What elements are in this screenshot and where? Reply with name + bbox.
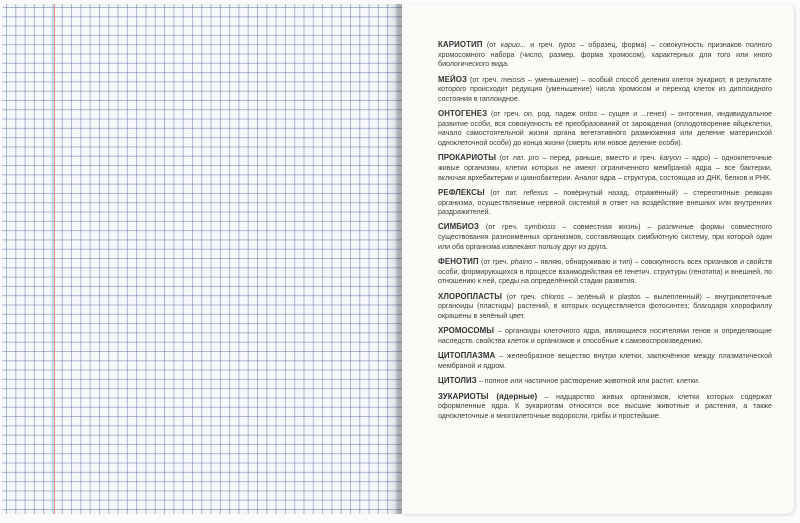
entry-term: МЕЙОЗ — [438, 74, 468, 84]
entry-term: РЕФЛЕКСЫ — [438, 187, 485, 197]
glossary-entry: ПРОКАРИОТЫ (от лат. pro – перед, раньше, вместо и греч. karyon – ядро) – одноклеточные живые организмы, клетки которых не имеют ограниченного мембраной ядра – все бактерии, включая архебактерии и цианобактерии. Аналог ядра – структура, состоящая из ДНК, белков и РНК. — [438, 153, 772, 182]
glossary-entry: ФЕНОТИП (от греч. phaino – являю, обнаруживаю и тип) – совокупность всех признаков и свойств особи, формирующихся в процессе взаимодействия её генетич. структуры (генотипа) и внешней, по отношению к ней, среды на определённой стадии развития. — [438, 257, 772, 286]
entry-term: ХЛОРОПЛАСТЫ — [438, 291, 503, 301]
glossary-entries — [438, 40, 772, 426]
graph-paper-page — [2, 4, 402, 514]
margin-line — [54, 4, 55, 514]
glossary-entry: СИМБИОЗ (от греч. symbiosis – совместная жизнь) – различные формы совместного существования разноимённых организмов, составляющих симбиотную систему, при которой один или оба организма извлекают пользу друг из друга. — [438, 222, 772, 251]
glossary-entry: РЕФЛЕКСЫ (от лат. reflexus – повёрнутый назад, отражённый) – стереотипные реакции организма, осуществляемые нервной системой в ответ на воздействие внешних или внутренних раздражителей. — [438, 187, 772, 217]
glossary-page — [402, 4, 794, 514]
entry-term: ЦИТОПЛАЗМА — [438, 351, 496, 361]
entry-term: ЗУКАРИОТЫ (ядерные) — [438, 391, 538, 401]
entry-term: ФЕНОТИП — [438, 257, 479, 267]
entry-term: СИМБИОЗ — [438, 222, 480, 232]
glossary-entry: ХРОМОСОМЫ – органоиды клеточного ядра, являющиеся носителями генов и определяющие наследств. свойства клеток и организмов и способные к самовоспроизведению. — [438, 326, 772, 345]
entry-term: КАРИОТИП — [438, 40, 483, 49]
glossary-entry: ОНТОГЕНЕЗ (от греч. on, род. падеж ontos – сущее и ...генез) – онтогения, индивидуальное развитие особи, вся совокупность её преобразований от зарождения (оплодотворение яйцеклетки, начало самостоятельной жизни органа вегетативного размножения или деление материнской одноклеточной особи) до конца жизни (смерть или новое деление особи). — [438, 109, 772, 147]
entry-term: ОНТОГЕНЕЗ — [438, 109, 488, 119]
glossary-entry: КАРИОТИП (от карио... и греч. typos – образец, форма) – совокупность признаков полного хромосомного набора (число, размер, форма хромосом), характерных для того или иного биологического вида. — [438, 40, 772, 69]
glossary-entry: ХЛОРОПЛАСТЫ (от греч. chloros – зелёный и plastos – вылепленный) – внутриклеточные органоиды (пластиды) растений, в которых осуществляется фотосинтез; благодаря хлорофиллу окрашены в зелёный цвет. — [438, 291, 772, 320]
entry-term: ПРОКАРИОТЫ — [438, 153, 497, 163]
glossary-entry: ЦИТОПЛАЗМА – желеобразное вещество внутри клетки, заключённое между плазматической мембраной и ядром. — [438, 351, 772, 370]
glossary-entry: ЦИТОЛИЗ – полное или частичное растворение животной или растит. клетки. — [438, 376, 700, 386]
glossary-entry: МЕЙОЗ (от греч. meiosis – уменьшение) – особый способ деления клеток эукариот, в результате которого происходит редукция (уменьшение) числа хромосом и переход клеток из диплоидного состояния в гаплоидное. — [438, 74, 772, 103]
glossary-entry: ЗУКАРИОТЫ (ядерные) – надцарство живых организмов, клетки которых содержат оформленные ядра. К эукариотам относятся все высшие животные и растения, а также одноклеточные и многоклеточные водоросли, грибы и простейшие. — [438, 391, 772, 420]
entry-term: ЦИТОЛИЗ — [438, 376, 477, 386]
entry-term: ХРОМОСОМЫ — [438, 326, 495, 336]
